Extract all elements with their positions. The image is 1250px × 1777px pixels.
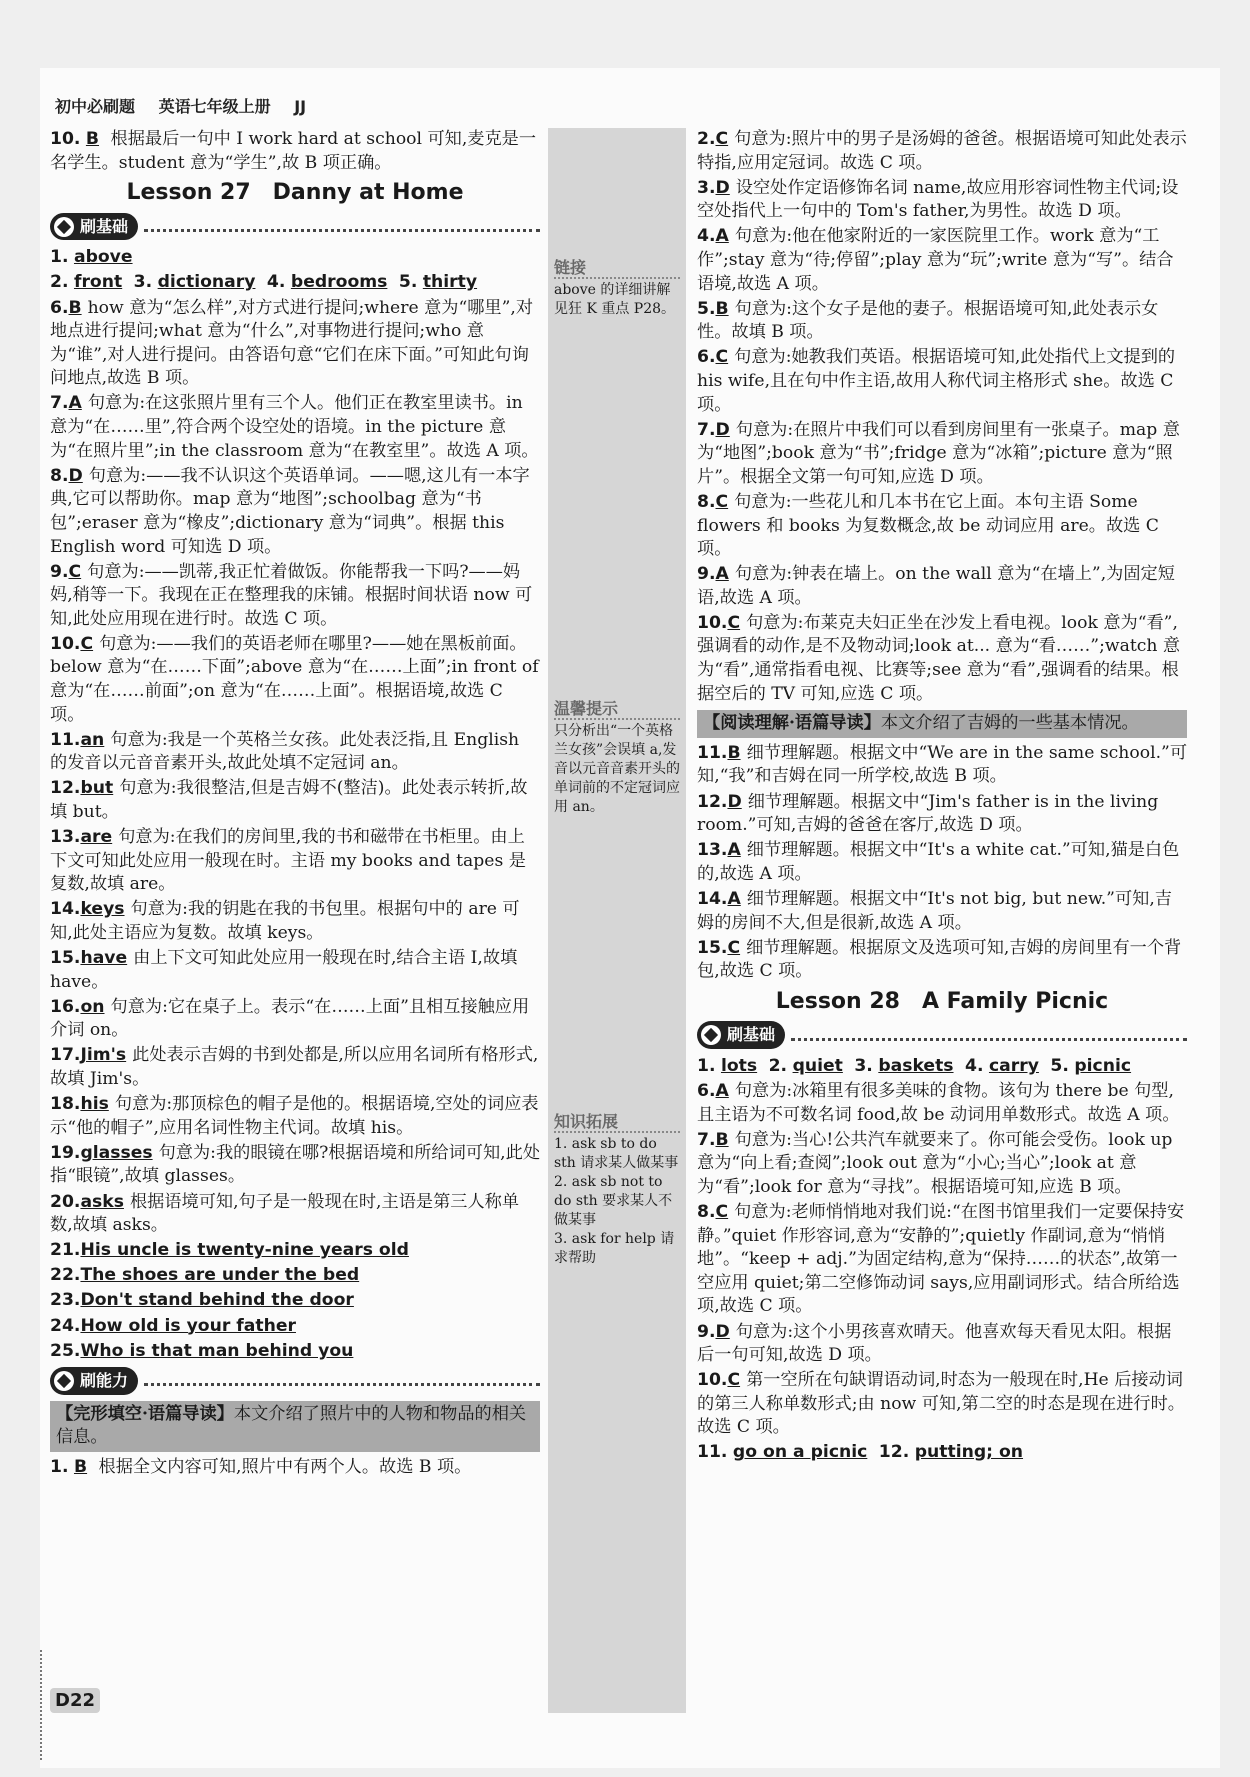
item-explanation: 句意为:一些花儿和几本书在它上面。本句主语 Some flowers 和 books 为复数概念,故 be 动词应用 are。故选 C 项。 [697,491,1159,560]
item-answer: are [80,827,113,848]
brush-icon [701,1025,721,1045]
item-explanation: 句意为:冰箱里有很多美味的食物。该句为 there be 句型,且主语为不可数名词 food,故 be 动词用单数形式。故选 A 项。 [697,1081,1180,1125]
item-answer: C [727,612,741,633]
item-number: 13. [50,827,81,848]
item-answer: asks [80,1191,124,1212]
answer-item [50,1264,540,1288]
answer-item: 1. above [50,247,133,268]
item-answer: How old is your father [80,1315,296,1336]
item-answer: C [727,1370,741,1391]
item-answer: C [715,491,729,512]
answer-item [697,298,1187,345]
tip-note [548,699,686,817]
item-explanation: 此处表示吉姆的书到处都是,所以应用名词所有格形式,故填 Jim's。 [50,1045,539,1090]
item-number: 24. [50,1315,81,1336]
item-explanation: how 意为“怎么样”,对方式进行提问;where 意为“哪里”,对地点进行提问;what 意为“什么”,对事物进行提问;who 意为“谁”,对人进行提问。由答语句意“它们在床下面。”可知此句询问地点,故选 B 项。 [50,297,534,389]
item-number: 15. [697,937,728,958]
item-explanation: 句意为:——凯蒂,我正忙着做饭。你能帮我一下吗?——妈妈,稍等一下。我现在正在整理我的床铺。根据时间状语 now 可知,此处应用现在进行时。故选 C 项。 [50,561,533,629]
item-explanation: 句意为:我很整洁,但是吉姆不(整洁)。此处表示转折,故填 but。 [50,778,528,823]
link-note [548,258,686,319]
answer-item [697,839,1187,886]
item-number: 5. [697,298,716,319]
answer-list [50,297,540,1238]
sentence-answer-list [50,1239,540,1363]
answer-item [50,1239,540,1263]
answer-item [697,1321,1187,1368]
brush-icon [54,1371,74,1391]
answer-item [50,633,540,727]
extension-item: 3. ask for help 请求帮助 [554,1231,675,1266]
answer-item [50,465,540,559]
item-answer: B [727,742,741,763]
answer-item [697,791,1187,838]
item-number: 25. [50,1340,81,1361]
item-answer: C [68,561,82,582]
item-answer: glasses [80,1142,153,1163]
item-explanation: 设空处作定语修饰名词 name,故应用形容词性物主代词;设空处指代上一句中的 Tom's father,为男性。故选 D 项。 [697,177,1179,222]
answer-item [697,419,1187,490]
link-text: above 的详细讲解见狂 K 重点 P28。 [554,282,676,317]
answer-item [50,996,540,1043]
tip-title: 温馨提示 [554,699,680,720]
answer-item [50,947,540,994]
item-number: 10. [697,612,728,633]
extension-title: 知识拓展 [554,1112,680,1133]
answer-item [697,1369,1187,1440]
answer-list [697,1080,1187,1440]
answer-item [50,1044,540,1091]
item-answer: D [715,177,730,198]
right-column [697,128,1187,1467]
item-number: 20. [50,1191,81,1212]
item-explanation: 句意为:——我们的英语老师在哪里?——她在黑板前面。below 意为“在……下面”;above 意为“在……上面”;in front of 意为“在……前面”;on 意为“在……上面”。根据语境,故选 C 项。 [50,633,539,725]
item-explanation: 细节理解题。根据文中“We are in the same school.”可知,“我”和吉姆在同一所学校,故选 B 项。 [697,742,1188,787]
answer-item [697,612,1187,706]
item-number: 21. [50,1240,81,1261]
item-explanation: 第一空所在句缺谓语动词,时态为一般现在时,He 后接动词的第三人称单数形式;由 now 可知,第二空的时态是现在进行时。故选 C 项。 [697,1370,1185,1438]
item-answer: have [80,948,128,969]
item-explanation: 句意为:老师悄悄地对我们说:“在图书馆里我们一定要保持安静。”quiet 作形容词,意为“安静的”;quietly 作副词,意为“悄悄地”。“keep + adj.”为固定结构,意为“保持……的状态”,故第一空应用 quiet;第二空修饰动词 says,应用副词形式。结合所给选项,故选 C 项。 [697,1202,1185,1317]
answer-item [50,1093,540,1140]
item-answer: D [68,465,83,486]
answer-item [697,888,1187,935]
tip-text: 只分析出“一个英格兰女孩”会误填 a,发音以元音音素开头的单词前的不定冠词应用 an。 [554,723,680,815]
item-number: 7. [697,419,716,440]
item-answer: an [80,729,105,750]
item-explanation: 根据语境可知,句子是一般现在时,主语是第三人称单数,故填 asks。 [50,1191,520,1236]
item-number: 11. [50,729,81,750]
item-answer: Don't stand behind the door [80,1290,354,1311]
item-number: 13. [697,840,728,861]
item-number: 7. [697,1129,716,1150]
answer-row: 11. go on a picnic 12. putting; on [697,1442,1024,1463]
item-answer: C [80,633,94,654]
reading-guide: 【阅读理解·语篇导读】本文介绍了吉姆的一些基本情况。 [697,710,1187,738]
item-answer: A [715,226,729,247]
item-number: 22. [50,1265,81,1286]
item-number: 3. [697,177,716,198]
answer-item [50,392,540,463]
answer-item [697,177,1187,224]
item-explanation: 句意为:那顶棕色的帽子是他的。根据语境,空处的词应表示“他的帽子”,应用名词性物主代词。故填 his。 [50,1094,539,1138]
side-notes [548,128,686,1713]
answer-item [697,491,1187,562]
answer-item [697,1201,1187,1319]
item-answer: A [727,840,741,861]
answer-item [50,777,540,824]
item-number: 12. [697,791,728,812]
answer-item [697,742,1187,789]
item-explanation: 句意为:她教我们英语。根据语境可知,此处指代上文提到的 his wife,且在句中作主语,故用人称代词主格形式 she。故选 C 项。 [697,347,1176,415]
item-explanation: 句意为:钟表在墙上。on the wall 意为“在墙上”,为固定短语,故选 A 项。 [697,564,1175,608]
item-number: 2. [697,129,716,149]
item-answer: D [727,791,742,812]
item-explanation: 句意为:在这张照片里有三个人。他们正在教室里读书。in 意为“在……里”,符合两个设空处的语境。in the picture 意为“在照片里”;in the classroom 意为“在教室里”。故选 A 项。 [50,393,539,461]
answer-item [50,561,540,632]
item-explanation: 细节理解题。根据文中“It's not big, but new.”可知,吉姆的房间不大,但是很新,故选 A 项。 [697,888,1172,933]
item-number: 18. [50,1094,81,1115]
item-answer: D [715,419,730,440]
item-answer: D [715,1321,730,1342]
item-answer: on [80,996,105,1017]
answer-item [697,1129,1187,1200]
answer-item: 10. B 根据最后一句中 I work hard at school 可知,麦克是一名学生。student 意为“学生”,故 B 项正确。 [50,129,537,173]
page-number: D22 [50,1688,100,1713]
item-explanation: 细节理解题。根据原文及选项可知,吉姆的房间里有一个背包,故选 C 项。 [697,937,1182,982]
item-number: 7. [50,393,69,414]
answer-item [50,297,540,391]
item-explanation: 句意为:他在他家附近的一家医院里工作。work 意为“工作”;stay 意为“待;停留”;play 意为“玩”;write 意为“写”。结合语境,故选 A 项。 [697,226,1174,294]
item-explanation: 句意为:我的钥匙在我的书包里。根据句中的 are 可知,此处主语应为复数。故填 keys。 [50,899,520,943]
item-number: 8. [697,1202,716,1223]
item-number: 10. [697,1370,728,1391]
item-answer: keys [80,899,125,920]
item-number: 17. [50,1045,81,1066]
item-number: 9. [50,561,69,582]
cloze-guide: 【完形填空·语篇导读】本文介绍了照片中的人物和物品的相关信息。 [50,1401,540,1452]
item-number: 8. [697,491,716,512]
item-number: 19. [50,1142,81,1163]
item-explanation: 句意为:这个小男孩喜欢晴天。他喜欢每天看见太阳。根据后一句可知,故选 D 项。 [697,1321,1172,1366]
answer-item [50,826,540,897]
item-explanation: 句意为:我的眼镜在哪?根据语境和所给词可知,此处指“眼镜”,故填 glasses。 [50,1142,541,1187]
section-tag-ability: 刷能力 [50,1367,540,1395]
answer-item [697,225,1187,296]
answer-list [697,128,1187,706]
item-answer: his [80,1094,109,1115]
extension-item: 1. ask sb to do sth 请求某人做某事 [554,1136,679,1171]
answer-item: 1. B 根据全文内容可知,照片中有两个人。故选 B 项。 [50,1456,472,1477]
item-answer: B [68,297,82,318]
item-number: 23. [50,1290,81,1311]
item-answer: C [715,1202,729,1223]
edition-label: JJ [294,97,307,116]
answer-row: 1. lots 2. quiet 3. baskets 4. carry 5. picnic [697,1055,1132,1076]
item-answer: Jim's [80,1045,127,1066]
item-number: 10. [50,633,81,654]
item-number: 14. [50,899,81,920]
item-answer: A [715,1081,729,1102]
item-answer: Who is that man behind you [80,1340,354,1361]
item-explanation: 细节理解题。根据文中“It's a white cat.”可知,猫是白色的,故选 A 项。 [697,840,1180,884]
item-answer: but [80,778,114,799]
answer-list [697,742,1187,984]
answer-item [50,1315,540,1339]
item-number: 4. [697,226,716,247]
answer-item [50,729,540,776]
item-answer: A [727,888,741,909]
subject-title: 英语七年级上册 [158,97,271,116]
item-answer: C [715,129,729,149]
item-answer: A [68,393,82,414]
item-explanation: 句意为:这个女子是他的妻子。根据语境可知,此处表示女性。故填 B 项。 [697,298,1159,343]
item-explanation: 句意为:布莱克夫妇正坐在沙发上看电视。look 意为“看”,强调看的动作,是不及物动词;look at... 意为“看……”;watch 意为“看”,通常指看电视、比赛等;see 意为“看”,强调看的结果。根据空后的 TV 可知,应选 C 项。 [697,612,1181,704]
item-number: 15. [50,948,81,969]
item-number: 8. [50,465,69,486]
lesson-28-title: Lesson 28 A Family Picnic [775,988,1109,1014]
item-number: 16. [50,996,81,1017]
item-explanation: 句意为:在我们的房间里,我的书和磁带在书柜里。由上下文可知此处应用一般现在时。主语 my books and tapes 是复数,故填 are。 [50,827,526,895]
item-number: 11. [697,742,728,763]
item-answer: B [715,298,729,319]
item-number: 6. [697,1081,716,1102]
answer-item [50,1289,540,1313]
answer-item [697,1080,1187,1127]
item-number: 6. [50,297,69,318]
item-answer: A [715,564,729,585]
item-explanation: 由上下文可知此处应用一般现在时,结合主语 I,故填 have。 [50,948,518,992]
item-explanation: 句意为:在照片中我们可以看到房间里有一张桌子。map 意为“地图”;book 意为“书”;fridge 意为“冰箱”;picture 意为“照片”。根据全文第一句可知,应选 D 项。 [697,419,1180,487]
answer-item [697,346,1187,417]
item-explanation: 句意为:我是一个英格兰女孩。此处表泛指,且 English 的发音以元音音素开头,故此处填不定冠词 an。 [50,729,520,774]
section-tag-basic: 刷基础 [50,213,540,241]
answer-row: 2. front 3. dictionary 4. bedrooms 5. thirty [50,272,478,293]
answer-item [697,937,1187,984]
answer-item [50,1340,540,1364]
item-number: 9. [697,564,716,585]
brush-icon [54,217,74,237]
item-answer: C [727,937,741,958]
item-explanation: 细节理解题。根据文中“Jim's father is in the living room.”可知,吉姆的爸爸在客厅,故选 D 项。 [697,791,1159,836]
item-number: 12. [50,778,81,799]
book-title: 初中必刷题 [55,97,136,116]
item-number: 6. [697,347,716,368]
page-header [55,94,306,117]
answer-item [697,563,1187,610]
item-answer: His uncle is twenty-nine years old [80,1240,409,1261]
item-number: 9. [697,1321,716,1342]
left-column [50,128,540,1481]
answer-item [50,898,540,945]
item-answer: The shoes are under the bed [80,1265,360,1286]
extension-item: 2. ask sb not to do sth 要求某人不做某事 [554,1174,673,1228]
item-explanation: 句意为:当心!公共汽车就要来了。你可能会受伤。look up 意为“向上看;查阅”;look out 意为“小心;当心”;look at 意为“看”;look for 意为“寻找”。根据语境可知,应选 B 项。 [697,1129,1173,1197]
section-tag-basic: 刷基础 [697,1021,1187,1049]
item-answer: B [715,1129,729,1150]
item-explanation: 句意为:它在桌子上。表示“在……上面”且相互接触应用介词 on。 [50,996,530,1041]
item-explanation: 句意为:照片中的男子是汤姆的爸爸。根据语境可知此处表示特指,应用定冠词。故选 C 项。 [697,129,1187,173]
item-number: 14. [697,888,728,909]
answer-item [697,128,1187,175]
lesson-27-title: Lesson 27 Danny at Home [126,180,464,206]
item-answer: C [715,347,729,368]
answer-item [50,1142,540,1189]
answer-item [50,1191,540,1238]
extension-note [548,1112,686,1268]
link-title: 链接 [554,258,680,279]
item-explanation: 句意为:——我不认识这个英语单词。——嗯,这儿有一本字典,它可以帮助你。map 意为“地图”;schoolbag 意为“书包”;eraser 意为“橡皮”;dictionary 意为“词典”。根据 this English word 可知选 D 项。 [50,465,530,557]
